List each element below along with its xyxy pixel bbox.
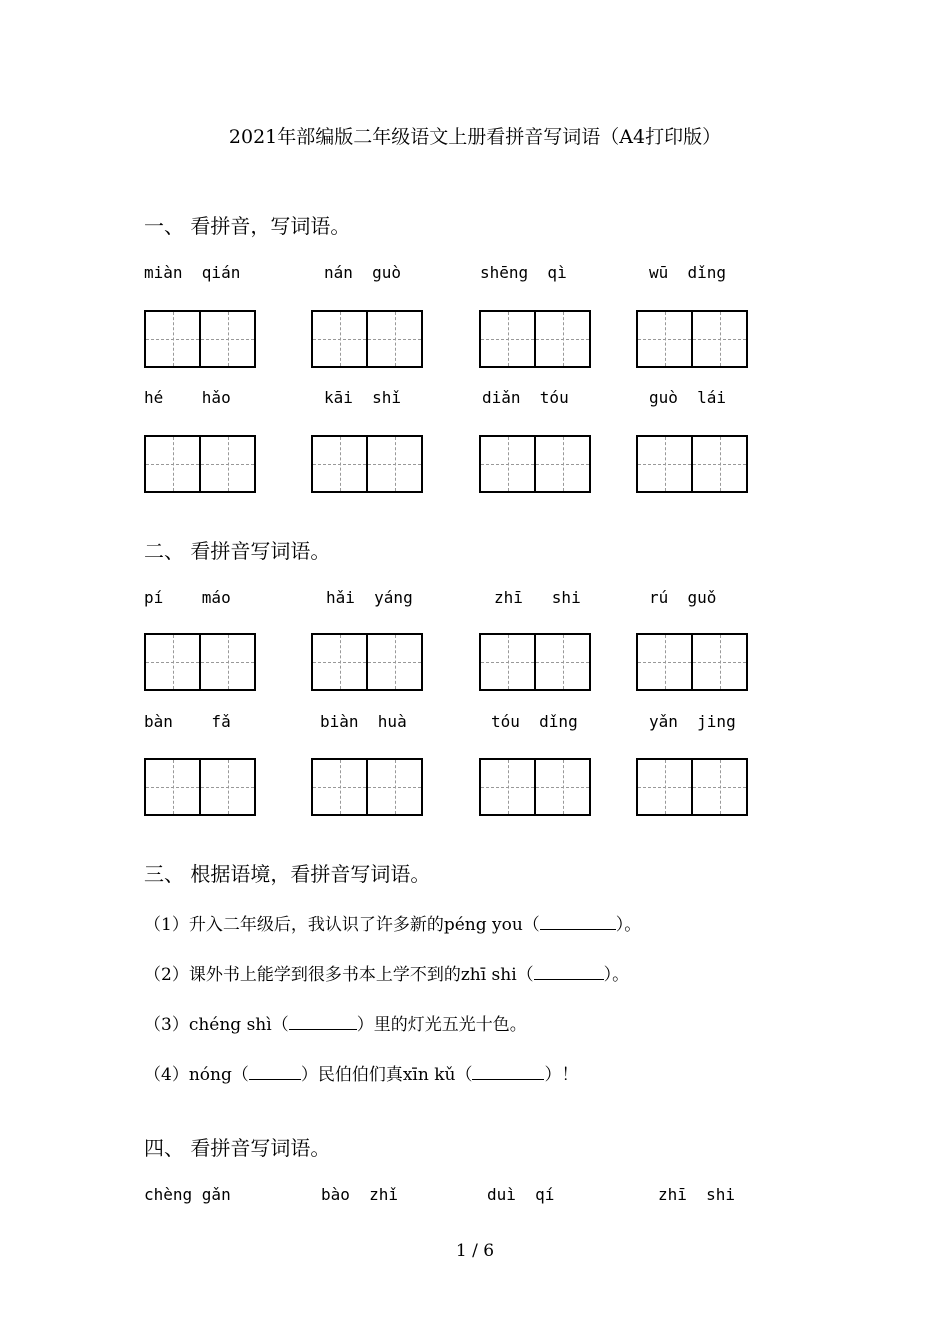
pinyin-row [144, 588, 784, 612]
pinyin-item: kāi shǐ [324, 388, 402, 407]
pinyin-item: hé hǎo [144, 388, 231, 407]
answer-blank[interactable] [472, 1063, 544, 1080]
writing-box[interactable] [636, 310, 748, 368]
writing-box[interactable] [311, 758, 423, 816]
context-sentence-1 [144, 910, 641, 935]
sentence-text: （4）nóng（ [144, 1065, 249, 1085]
writing-box[interactable] [479, 435, 591, 493]
writing-box[interactable] [636, 758, 748, 816]
pinyin-row [144, 388, 784, 412]
writing-box[interactable] [311, 633, 423, 691]
pinyin-item: chèng gǎn [144, 1185, 231, 1204]
context-sentence-2 [144, 960, 629, 985]
section-3-heading: 三、 根据语境，看拼音写词语。 [144, 862, 431, 886]
section-1-heading: 一、 看拼音，写词语。 [144, 214, 351, 238]
pinyin-item: guò lái [649, 388, 727, 407]
sentence-text: ）里的灯光五光十色。 [356, 1015, 527, 1035]
pinyin-item: yǎn jing [649, 712, 736, 731]
pinyin-item: duì qí [487, 1185, 555, 1204]
pinyin-item: shēng qì [480, 263, 567, 282]
writing-box[interactable] [479, 633, 591, 691]
pinyin-item: diǎn tóu [482, 388, 569, 407]
sentence-text: ）民伯伯们真xīn kǔ（ [300, 1065, 473, 1085]
section-2-heading: 二、 看拼音写词语。 [144, 539, 331, 563]
writing-box[interactable] [144, 758, 256, 816]
pinyin-item: pí máo [144, 588, 231, 607]
writing-box[interactable] [636, 435, 748, 493]
context-sentence-4 [144, 1060, 578, 1085]
writing-box[interactable] [144, 435, 256, 493]
sentence-text: （2）课外书上能学到很多书本上学不到的zhī shi（ [144, 965, 534, 985]
writing-box[interactable] [479, 758, 591, 816]
pinyin-item: biàn huà [320, 712, 407, 731]
page-title: 2021年部编版二年级语文上册看拼音写词语（A4打印版） [228, 126, 722, 148]
pinyin-item: zhī shi [658, 1185, 736, 1204]
pinyin-item: nán guò [324, 263, 402, 282]
sentence-text: ）。 [603, 965, 630, 985]
answer-blank[interactable] [540, 913, 616, 930]
context-sentence-3 [144, 1010, 527, 1035]
pinyin-item: wū dǐng [649, 263, 727, 282]
writing-box[interactable] [479, 310, 591, 368]
writing-box[interactable] [311, 435, 423, 493]
sentence-text: ）。 [615, 915, 642, 935]
sentence-text: ）！ [544, 1065, 579, 1085]
answer-blank[interactable] [289, 1013, 357, 1030]
pinyin-row [144, 263, 784, 287]
pinyin-item: rú guǒ [649, 588, 717, 607]
pinyin-item: hǎi yáng [326, 588, 413, 607]
page-number: 1 / 6 [455, 1241, 495, 1261]
pinyin-item: bàn fǎ [144, 712, 231, 731]
pinyin-row [144, 1185, 784, 1209]
pinyin-item: tóu dǐng [491, 712, 578, 731]
section-4-heading: 四、 看拼音写词语。 [144, 1136, 331, 1160]
pinyin-item: zhī shi [494, 588, 581, 607]
answer-blank[interactable] [249, 1063, 301, 1080]
writing-box[interactable] [311, 310, 423, 368]
sentence-text: （1）升入二年级后，我认识了许多新的péng you（ [144, 915, 540, 935]
pinyin-item: bào zhǐ [321, 1185, 399, 1204]
pinyin-row [144, 712, 784, 736]
writing-box[interactable] [144, 633, 256, 691]
pinyin-item: miàn qián [144, 263, 241, 282]
answer-blank[interactable] [534, 963, 604, 980]
writing-box[interactable] [144, 310, 256, 368]
sentence-text: （3）chéng shì（ [144, 1015, 289, 1035]
writing-box[interactable] [636, 633, 748, 691]
